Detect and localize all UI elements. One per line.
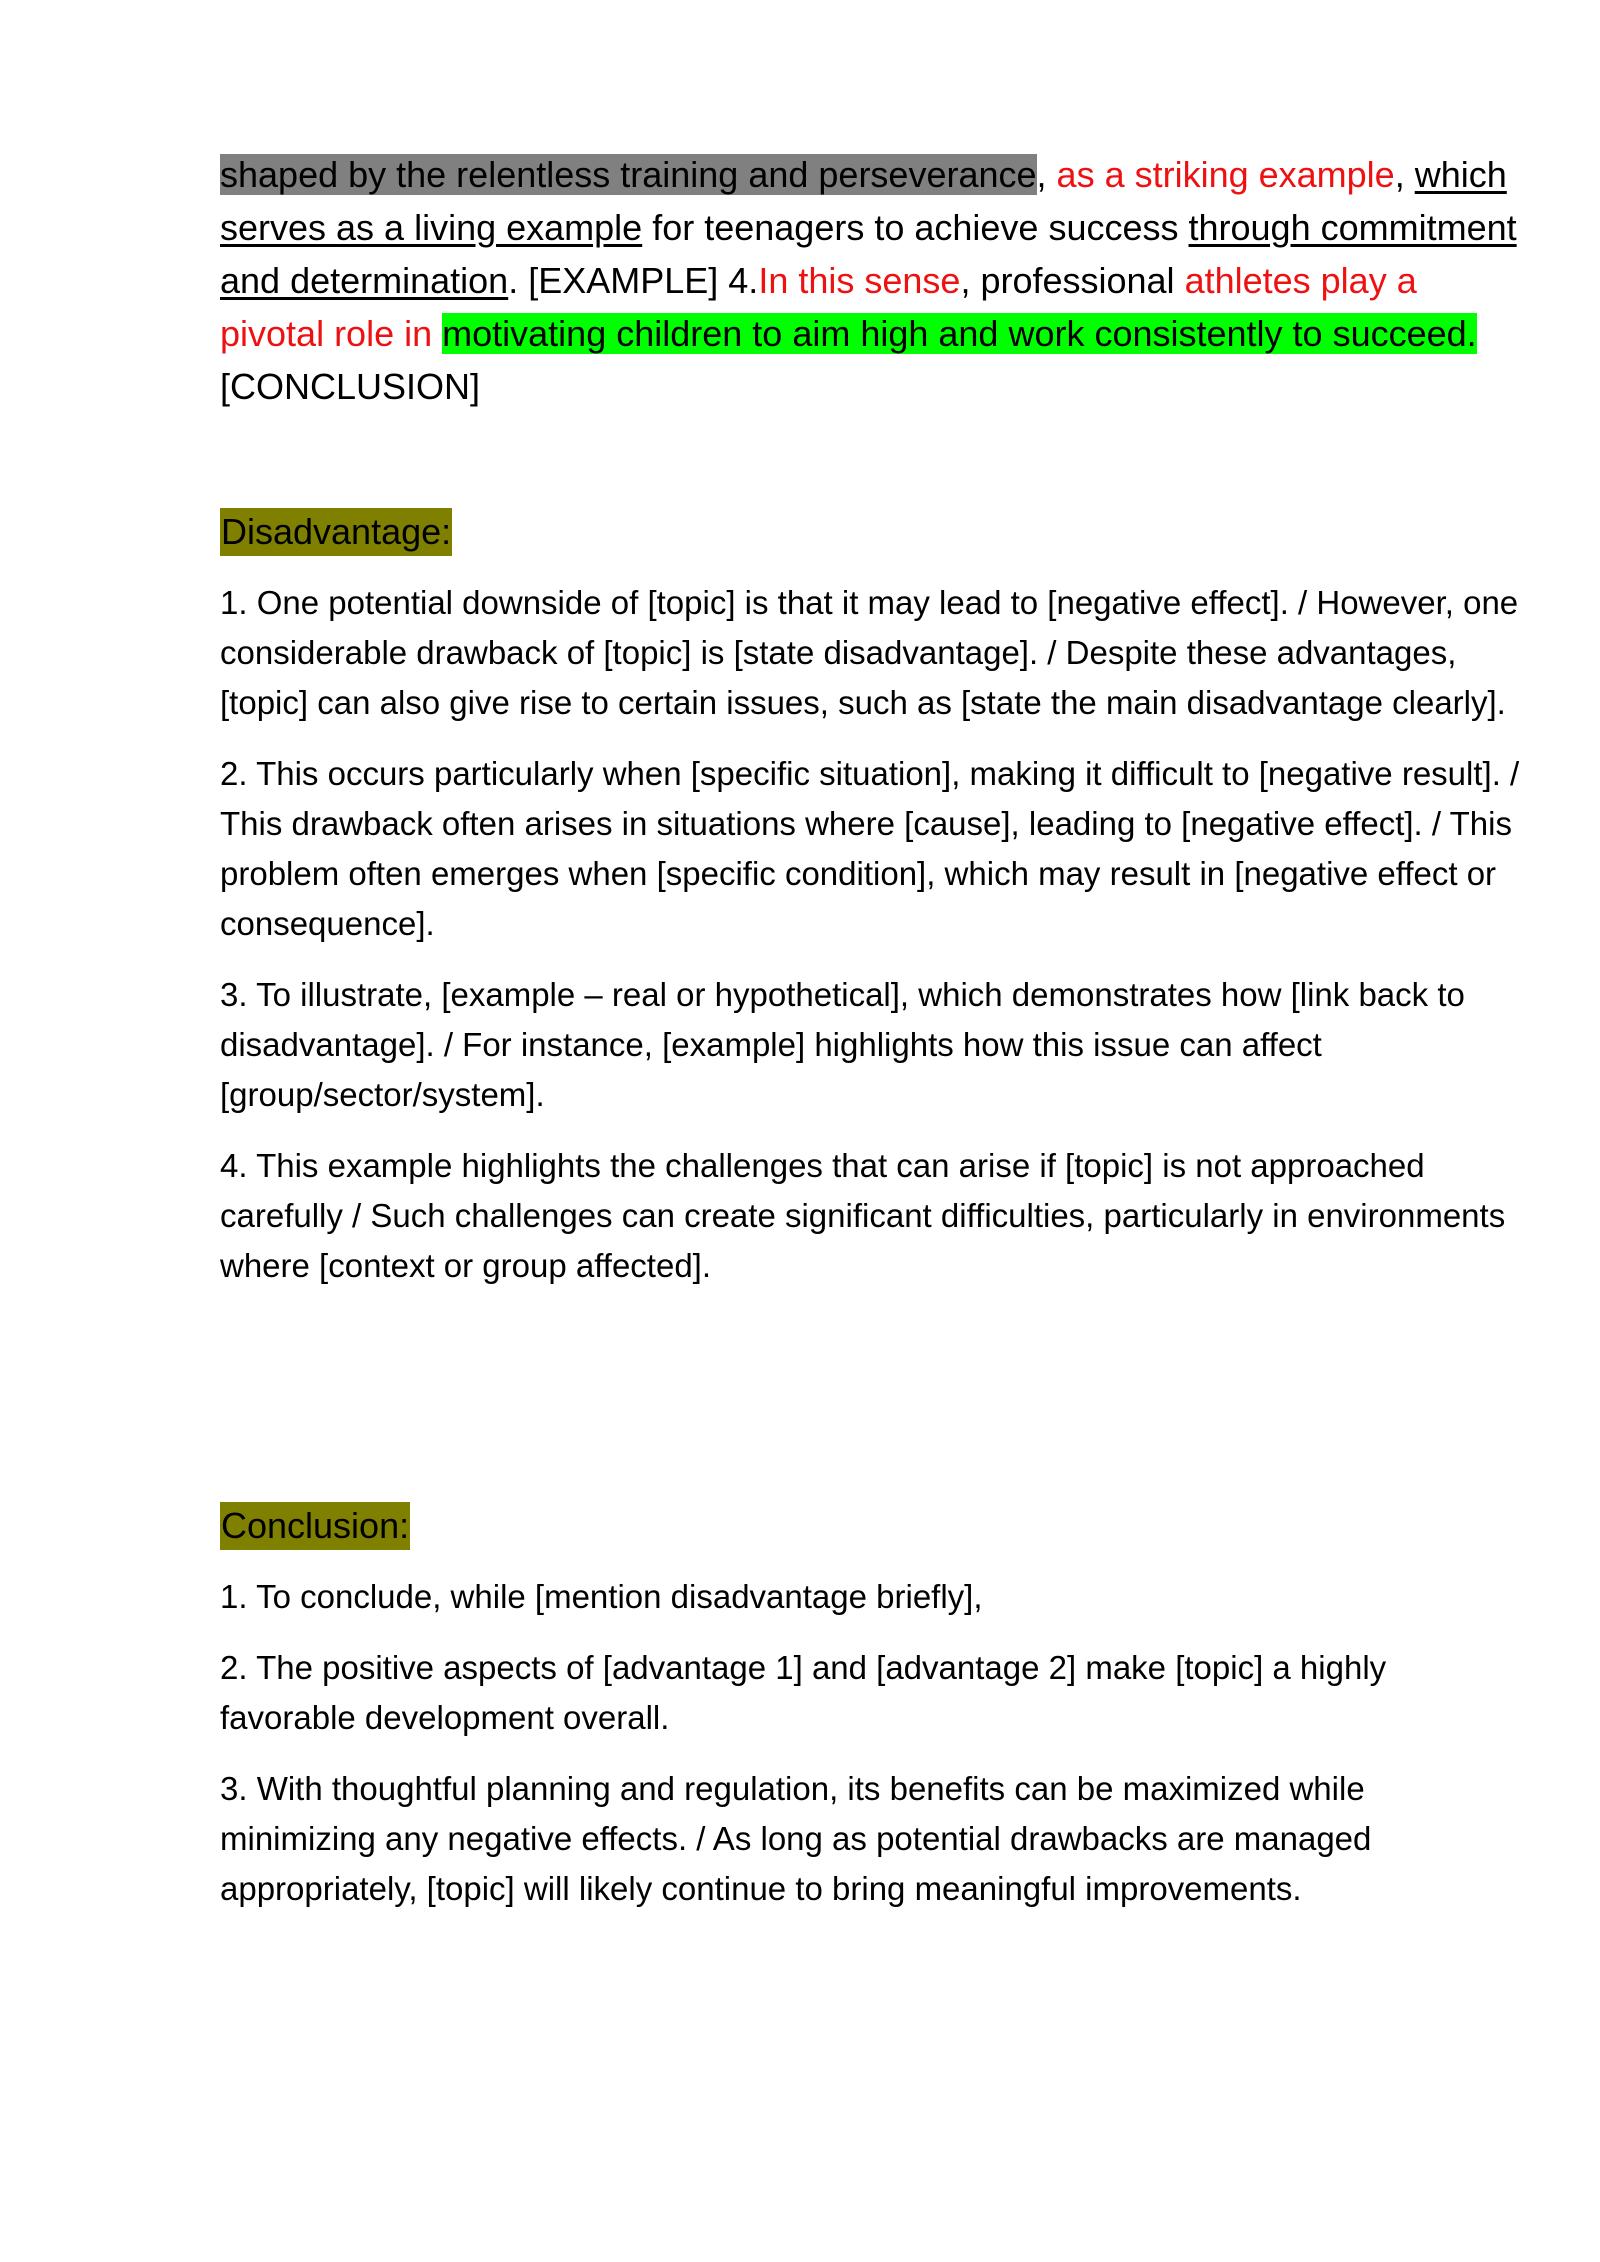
intro-text: . [EXAMPLE] 4.: [508, 260, 759, 301]
conclusion-paragraph: 3. With thoughtful planning and regulation, its benefits can be maximized while minimizing any negative effects. / As long as potential drawbacks are managed appropriately, [topic] will likely continue to bring meaningful improvements.: [220, 1770, 1372, 1907]
gray-highlight-text: shaped by the relentless training and perseverance: [220, 154, 1037, 195]
intro-text: for teenagers to achieve success: [642, 207, 1189, 248]
disadvantage-paragraph: 4. This example highlights the challenges that can arise if [topic] is not approached carefully / Such challenges can create significant difficulties, particularly in environments where [context or group affected].: [220, 1147, 1506, 1284]
intro-text: [432, 313, 442, 354]
disadvantage-section: [220, 508, 1520, 1312]
red-emphasis-text: athletes play a pivotal role in: [220, 260, 1417, 354]
disadvantage-heading: Disadvantage:: [220, 508, 452, 556]
intro-text: ,: [1394, 154, 1415, 195]
underlined-text: through commitment and determination: [220, 207, 1517, 301]
conclusion-tag: [CONCLUSION]: [220, 366, 481, 407]
conclusion-paragraph: 1. To conclude, while [mention disadvantage briefly],: [220, 1578, 983, 1615]
conclusion-section: [220, 1502, 1520, 1935]
green-highlight-text: motivating children to aim high and work consistently to succeed.: [442, 313, 1477, 354]
disadvantage-paragraph: 1. One potential downside of [topic] is that it may lead to [negative effect]. / However, one considerable drawback of [topic] is [state disadvantage]. / Despite these advantages, [topic] can also give rise to certain issues, such as [state the main disadvantage clearly].: [220, 584, 1519, 721]
intro-text: ,: [1036, 154, 1057, 195]
red-emphasis-text: In this sense: [758, 260, 961, 301]
document-page: [220, 148, 1520, 1907]
underlined-text: which serves as a living example: [220, 154, 1507, 248]
intro-paragraph: [220, 148, 1520, 413]
red-emphasis-text: as a striking example: [1056, 154, 1395, 195]
disadvantage-paragraph: 2. This occurs particularly when [specific situation], making it difficult to [negative result]. / This drawback often arises in situations where [cause], leading to [negative effect]. / This problem often emerges when [specific condition], which may result in [negative effect or consequence].: [220, 755, 1520, 942]
conclusion-paragraph: 2. The positive aspects of [advantage 1] and [advantage 2] make [topic] a highly favorable development overall.: [220, 1649, 1387, 1736]
intro-text: , professional: [960, 260, 1185, 301]
conclusion-heading: Conclusion:: [220, 1502, 410, 1550]
disadvantage-paragraph: 3. To illustrate, [example – real or hypothetical], which demonstrates how [link back to disadvantage]. / For instance, [example] highlights how this issue can affect [group/sector/system].: [220, 976, 1465, 1113]
